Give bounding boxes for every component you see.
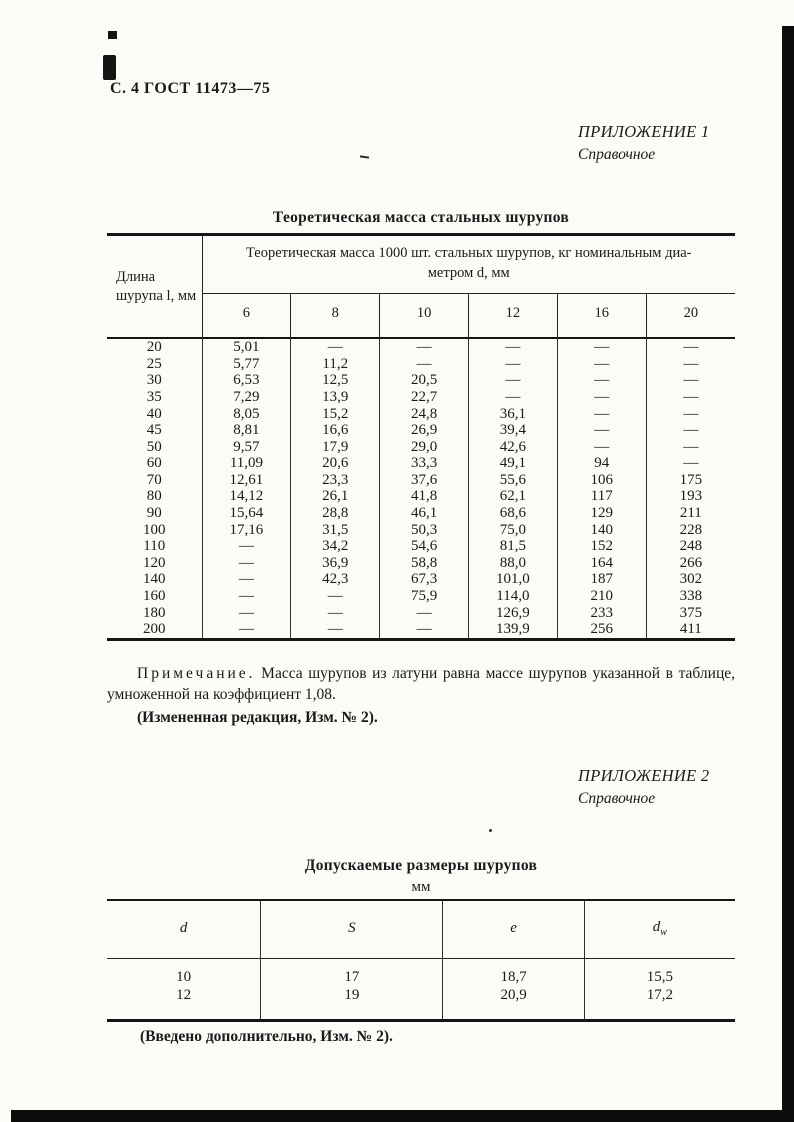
table-cell: — — [291, 338, 380, 356]
table-cell: — — [646, 439, 735, 456]
table-cell: 15,64 — [202, 505, 291, 522]
table-cell: 175 — [646, 472, 735, 489]
table-cell: — — [646, 455, 735, 472]
table-cell: — — [202, 555, 291, 572]
table-cell: 19 — [261, 986, 443, 1021]
table-cell: 30 — [146, 372, 162, 389]
appendix-2-subtitle: Справочное — [578, 790, 656, 807]
col-header-s: S — [261, 900, 443, 959]
table-cell: — — [646, 372, 735, 389]
scan-artifact — [103, 55, 116, 80]
table-cell: 22,7 — [380, 389, 469, 406]
table1-note — [107, 664, 735, 728]
table-row — [107, 455, 735, 472]
table-cell: 90 — [146, 505, 162, 522]
table-cell: 58,8 — [380, 555, 469, 572]
appendix-2-title: ПРИЛОЖЕНИЕ 2 — [578, 766, 710, 785]
table-cell: 139,9 — [468, 621, 557, 639]
table-cell: 20,5 — [380, 372, 469, 389]
scan-edge-bottom — [11, 1110, 794, 1122]
table-cell: 233 — [557, 605, 646, 622]
table-cell: 81,5 — [468, 538, 557, 555]
table-cell: — — [202, 621, 291, 639]
table-cell: — — [291, 621, 380, 639]
table-cell: 49,1 — [468, 455, 557, 472]
table-cell: 26,1 — [291, 488, 380, 505]
scan-edge-right — [782, 26, 794, 1122]
table-cell: 29,0 — [380, 439, 469, 456]
table-cell: 10 — [176, 969, 192, 985]
table-cell: 26,9 — [380, 422, 469, 439]
table-row — [107, 522, 735, 539]
page-header: С. 4 ГОСТ 11473—75 — [110, 80, 271, 97]
diameter-header: 20 — [646, 294, 735, 339]
table-cell: — — [468, 338, 557, 356]
table-cell: 211 — [646, 505, 735, 522]
table-cell: 67,3 — [380, 571, 469, 588]
table-cell: 5,01 — [202, 338, 291, 356]
appendix-1-subtitle: Справочное — [578, 146, 656, 163]
table-cell: 54,6 — [380, 538, 469, 555]
table-cell: 9,57 — [202, 439, 291, 456]
table1-diameter-row — [107, 294, 735, 339]
table-cell: — — [646, 338, 735, 356]
table-cell: 100 — [143, 521, 166, 538]
table2-title: Допускаемые размеры шурупов — [304, 857, 538, 874]
table-cell: 375 — [646, 605, 735, 622]
table-cell: 101,0 — [468, 571, 557, 588]
table-cell: — — [380, 621, 469, 639]
table-cell: 62,1 — [468, 488, 557, 505]
table-cell: 140 — [143, 571, 166, 588]
table-cell: 31,5 — [291, 522, 380, 539]
table-cell: 256 — [557, 621, 646, 639]
table-cell: 80 — [146, 488, 162, 505]
allowed-sizes-table — [107, 899, 735, 1022]
table-cell: 187 — [557, 571, 646, 588]
table-cell: 42,3 — [291, 571, 380, 588]
table-cell: — — [380, 356, 469, 373]
table-cell: 25 — [146, 355, 162, 372]
col-header-d: d — [179, 920, 188, 936]
table-row — [107, 588, 735, 605]
table-cell: 18,7 — [443, 959, 584, 987]
diameter-header: 16 — [557, 294, 646, 339]
table-cell: 12,5 — [291, 372, 380, 389]
table-cell: 140 — [557, 522, 646, 539]
table-cell: — — [557, 338, 646, 356]
table-cell: 15,5 — [584, 959, 735, 987]
table-cell: — — [468, 389, 557, 406]
table-row — [107, 555, 735, 572]
table-cell: 13,9 — [291, 389, 380, 406]
appendix-2-block — [578, 766, 748, 808]
table-cell: — — [202, 538, 291, 555]
table-cell: 5,77 — [202, 356, 291, 373]
table-row — [107, 406, 735, 423]
table-cell: 8,81 — [202, 422, 291, 439]
diameter-header: 6 — [242, 305, 251, 322]
table-cell: — — [380, 338, 469, 356]
table-cell: 41,8 — [380, 488, 469, 505]
table-cell: — — [646, 389, 735, 406]
table-cell: 33,3 — [380, 455, 469, 472]
table-cell: 17 — [261, 959, 443, 987]
table-cell: 42,6 — [468, 439, 557, 456]
table-cell: — — [468, 372, 557, 389]
scan-artifact — [489, 829, 492, 832]
table-cell: 45 — [146, 422, 162, 439]
table-cell: 24,8 — [380, 406, 469, 423]
table-row — [107, 356, 735, 373]
table-cell: 338 — [646, 588, 735, 605]
table-cell: — — [557, 372, 646, 389]
table-cell: 37,6 — [380, 472, 469, 489]
table-cell: 50 — [146, 438, 162, 455]
table-row — [107, 389, 735, 406]
screw-mass-table — [107, 233, 735, 641]
table-cell: 17,9 — [291, 439, 380, 456]
table-cell: 34,2 — [291, 538, 380, 555]
table-cell: — — [380, 605, 469, 622]
appendix-1-block — [578, 122, 748, 164]
table2-header — [107, 900, 735, 959]
table-cell: 15,2 — [291, 406, 380, 423]
table-cell: 94 — [557, 455, 646, 472]
table-cell: — — [557, 389, 646, 406]
table-cell: 7,29 — [202, 389, 291, 406]
table-cell: 20,9 — [443, 986, 584, 1021]
table-row — [107, 959, 735, 987]
table-cell: 17,16 — [202, 522, 291, 539]
table-cell: 129 — [557, 505, 646, 522]
table1-title: Теоретическая масса стальных шурупов — [272, 209, 570, 226]
table-cell: 16,6 — [291, 422, 380, 439]
table-row — [107, 422, 735, 439]
table-cell: — — [202, 571, 291, 588]
table-row — [107, 571, 735, 588]
table-cell: — — [557, 422, 646, 439]
table1-length-header: Длина шурупа l, мм — [107, 235, 202, 339]
table-cell: 114,0 — [468, 588, 557, 605]
table1-body — [107, 338, 735, 639]
table-cell: 200 — [143, 621, 166, 638]
table-cell: 248 — [646, 538, 735, 555]
table-cell: — — [646, 356, 735, 373]
table-cell: 20 — [146, 339, 162, 356]
table-row — [107, 338, 735, 356]
table-cell: 152 — [557, 538, 646, 555]
table-cell: 36,1 — [468, 406, 557, 423]
table-cell: — — [291, 605, 380, 622]
diameter-header: 8 — [291, 294, 380, 339]
table-row — [107, 472, 735, 489]
table-row — [107, 538, 735, 555]
table-cell: 411 — [646, 621, 735, 639]
scan-artifact — [108, 31, 117, 39]
table-cell: 75,9 — [380, 588, 469, 605]
table-cell: 17,2 — [584, 986, 735, 1021]
table-cell: — — [202, 588, 291, 605]
table-row — [107, 986, 735, 1021]
col-header-dw: $d_w$ — [584, 900, 735, 959]
table-row — [107, 439, 735, 456]
table-cell: — — [557, 406, 646, 423]
table1-header — [107, 235, 735, 339]
table-cell: 126,9 — [468, 605, 557, 622]
table-cell: 8,05 — [202, 406, 291, 423]
table-cell: 39,4 — [468, 422, 557, 439]
table2-body — [107, 959, 735, 1021]
table-cell: 75,0 — [468, 522, 557, 539]
note-text: Масса шурупов из латуни равна массе шурупов указанной в таблице, умноженной на коэффициент 1,08. — [107, 665, 735, 703]
table-row — [107, 372, 735, 389]
table-cell: 266 — [646, 555, 735, 572]
table-cell: 88,0 — [468, 555, 557, 572]
table-cell: 117 — [557, 488, 646, 505]
table-cell: 23,3 — [291, 472, 380, 489]
table2-units: мм — [411, 879, 431, 895]
table-cell: — — [646, 422, 735, 439]
table-cell: 68,6 — [468, 505, 557, 522]
revision-note: (Измененная редакция, Изм. № 2). — [137, 708, 378, 726]
table-cell: 28,8 — [291, 505, 380, 522]
table-cell: 12,61 — [202, 472, 291, 489]
col-header-e: e — [443, 900, 584, 959]
table1-mass-header: Теоретическая масса 1000 шт. стальных шурупов, кг номинальным диа- метром d, мм — [202, 235, 735, 294]
table-cell: — — [557, 439, 646, 456]
table-cell: 120 — [143, 554, 166, 571]
table-cell: 11,2 — [291, 356, 380, 373]
table-cell: 70 — [146, 471, 162, 488]
table-cell: 20,6 — [291, 455, 380, 472]
table-row — [107, 605, 735, 622]
table-cell: — — [646, 406, 735, 423]
table-cell: 12 — [176, 987, 192, 1003]
scan-artifact — [360, 155, 369, 158]
table-cell: 110 — [143, 538, 166, 555]
table-cell: 6,53 — [202, 372, 291, 389]
table-cell: 164 — [557, 555, 646, 572]
table-cell: 106 — [557, 472, 646, 489]
table-cell: 60 — [146, 455, 162, 472]
table-row — [107, 505, 735, 522]
appendix-1-title: ПРИЛОЖЕНИЕ 1 — [578, 122, 710, 141]
table-cell: 210 — [557, 588, 646, 605]
table-cell: 228 — [646, 522, 735, 539]
table-cell: 160 — [143, 588, 166, 605]
table-cell: 11,09 — [202, 455, 291, 472]
diameter-header: 10 — [380, 294, 469, 339]
table-cell: — — [202, 605, 291, 622]
table-row — [107, 621, 735, 639]
diameter-header: 12 — [468, 294, 557, 339]
table-cell: 50,3 — [380, 522, 469, 539]
table-cell: 46,1 — [380, 505, 469, 522]
table-cell: 14,12 — [202, 488, 291, 505]
table-cell: 55,6 — [468, 472, 557, 489]
table-cell: 36,9 — [291, 555, 380, 572]
table-cell: 40 — [146, 405, 162, 422]
table-cell: 302 — [646, 571, 735, 588]
table-cell: 35 — [146, 388, 162, 405]
table-cell: 193 — [646, 488, 735, 505]
note-label: Примечание. — [137, 665, 256, 682]
table-cell: — — [557, 356, 646, 373]
table-cell: 180 — [143, 604, 166, 621]
table-row — [107, 488, 735, 505]
table-cell: — — [468, 356, 557, 373]
table-cell: — — [291, 588, 380, 605]
note-paragraph — [107, 664, 735, 706]
footer-revision-note: (Введено дополнительно, Изм. № 2). — [140, 1028, 393, 1045]
